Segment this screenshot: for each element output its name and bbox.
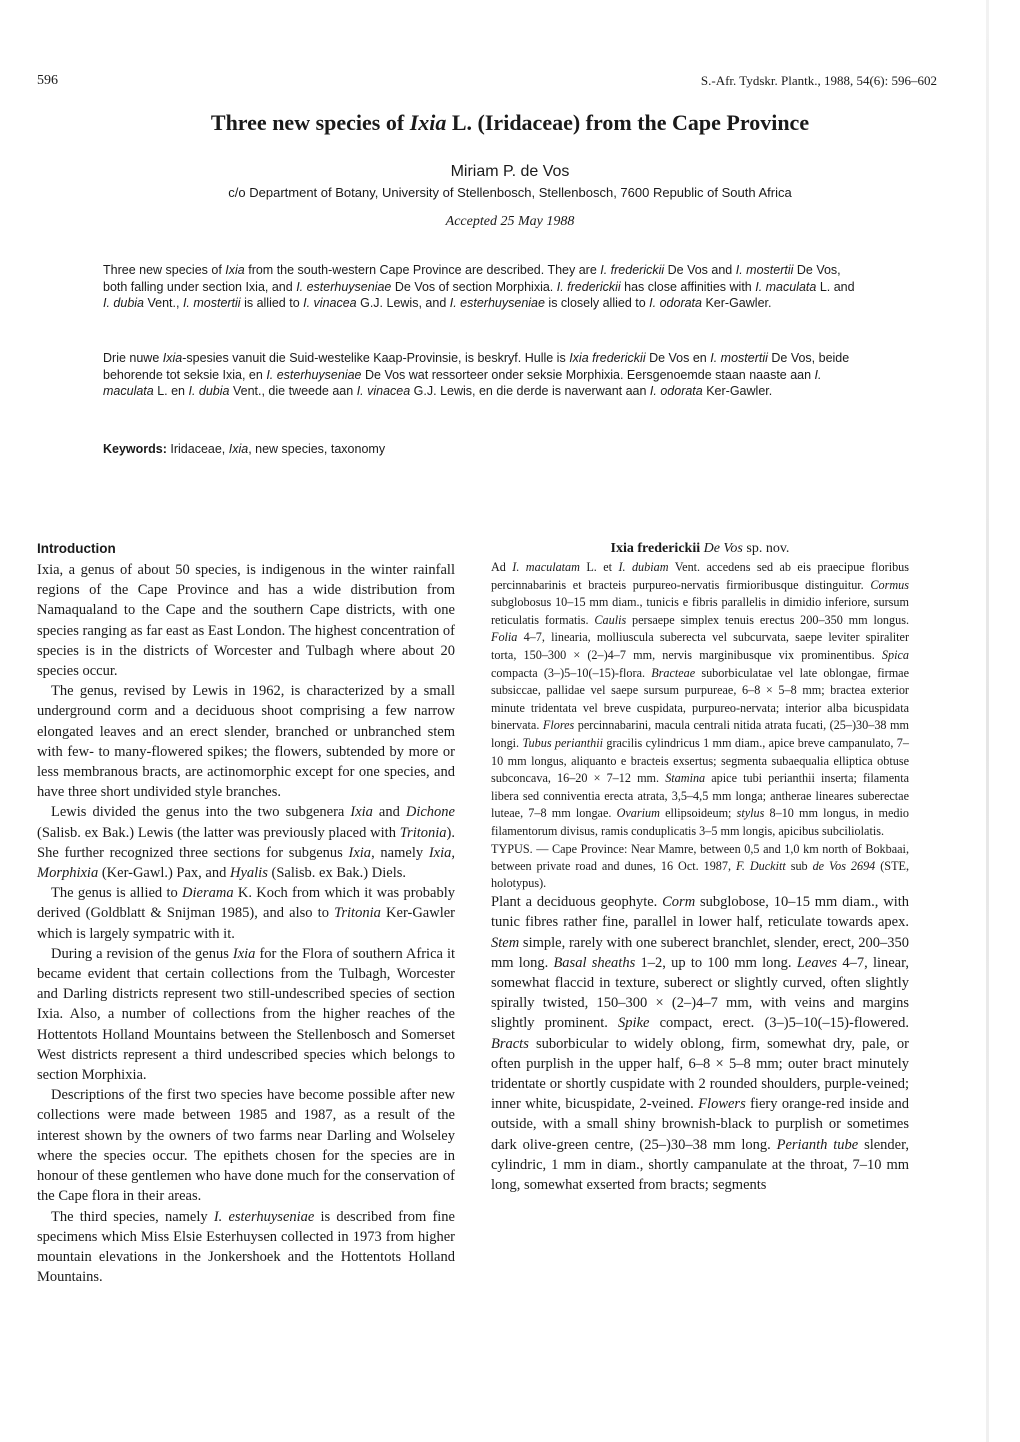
author-affiliation: c/o Department of Botany, University of Stellenbosch, Stellenbosch, 7600 Republic of South Africa bbox=[228, 185, 792, 200]
introduction-heading: Introduction bbox=[37, 541, 116, 556]
species-column bbox=[491, 540, 909, 1195]
intro-paragraph-1: Ixia, a genus of about 50 species, is indigenous in the winter rainfall regions of the Cape Province and has a wide distribution from Namaqualand to the Cape and the southern Cape districts, with one species ranging as far east as East London. The highest concentration of species is in the districts of Worcester and Tulbagh where about 20 species occur. bbox=[37, 562, 455, 680]
intro-paragraph-2: The genus, revised by Lewis in 1962, is characterized by a small underground corm and a deciduous shoot comprising a few narrow elongated leaves and an erect slender, branched or unbranched stem with few- to many-flowered spikes; the flowers, subtended by more or less membranous bracts, are actinomorphic except for one species, and have three short undivided style branches. bbox=[37, 683, 455, 801]
latin-diagnosis: Ad I. maculatam L. et I. dubiam Vent. accedens sed ab eis praecipue floribus percinnabarinis et bracteis purpureo-nervatis firmioribusque distinguitur. Cormus subglobosus 10–15 mm diam., tunicis e fibris parallelis in dimidio inferiore, sursum reticulatis formatis. Caulis persaepe simplex tenuis erectus 200–350 mm longus. Folia 4–7, linearia, molliuscula suberecta vel subcurvata, saepe leviter spiraliter torta, 150–300 × (2–)4–7 mm, nervis marginibusque vix prominentibus. Spica compacta (3–)5–10(–15)-flora. Bracteae suborbiculatae vel late oblongae, firmae subsiccae, pallidae vel saepe sursum purpureae, 6–8 × 5–8 mm; bractea exterior minute tridentata vel breve cuspidata, purpureo-nervata; interior alba bicuspidata binervata. Flores percinnabarini, macula centrali nitida atrata fucati, (25–)30–38 mm longi. Tubus perianthii gracilis cylindricus 1 mm diam., apice breve campanulato, 7–10 mm longus, aliquanto e bracteis exsertus; segmenta subaequalia elliptica obtuse subconcava, 16–20 × 7–12 mm. Stamina apice tubi perianthii inserta; filamenta libera sed conniventia erecta atrata, 3,5–4,5 mm longa; antherae lineares suberectae luteae, 7–8 mm longae. Ovarium ellipsoideum; stylus 8–10 mm longus, in medio filamentorum divisus, ramis conduplicatis 3–5 mm longis, apicibus subciliolatis. bbox=[491, 560, 910, 838]
page-number: 596 bbox=[37, 73, 58, 88]
abstract-english: Three new species of Ixia from the south-western Cape Province are described. They are I. frederickii De Vos and I. mostertii De Vos, both falling under section Ixia, and I. esterhuyseniae De Vos of section Morphixia. I. frederickii has close affinities with I. maculata L. and I. dubia Vent., I. mostertii is allied to I. vinacea G.J. Lewis, and I. esterhuyseniae is closely allied to I. odorata Ker-Gawler. bbox=[103, 263, 855, 310]
intro-paragraph-4: The genus is allied to Dierama K. Koch from which it was probably derived (Goldblatt & Snijman 1985), and also to Tritonia Ker-Gawler which is largely sympatric with it. bbox=[37, 885, 455, 942]
keywords: Keywords: Iridaceae, Ixia, new species, taxonomy bbox=[103, 442, 386, 456]
abstract-afrikaans: Drie nuwe Ixia-spesies vanuit die Suid-westelike Kaap-Provinsie, is beskryf. Hulle is Ixia frederickii De Vos en I. mostertii De Vos, beide behorende tot seksie Ixia, en I. esterhuyseniae De Vos wat ressorteer onder seksie Morphixia. Eersgenoemde staan naaste aan I. maculata L. en I. dubia Vent., die tweede aan I. vinacea G.J. Lewis, en die derde is naverwant aan I. odorata Ker-Gawler. bbox=[103, 351, 850, 398]
introduction-column bbox=[37, 540, 455, 1287]
author-name: Miriam P. de Vos bbox=[450, 163, 570, 180]
journal-reference: S.-Afr. Tydskr. Plantk., 1988, 54(6): 596–602 bbox=[700, 73, 937, 88]
english-description: Plant a deciduous geophyte. Corm subglobose, 10–15 mm diam., with tunic fibres rather fine, parallel in lower half, reticulate towards apex. Stem simple, rarely with one suberect branchlet, slender, erect, 200–350 mm long. Basal sheaths 1–2, up to 100 mm long. Leaves 4–7, linear, somewhat flaccid in texture, suberect or slightly curved, often slightly spirally twisted, 150–300 × (2–)4–7 mm, with veins and margins slightly prominent. Spike compact, erect. (3–)5–10(–15)-flowered. Bracts suborbicular to widely oblong, firm, somewhat dry, pale, or often purplish in the upper half, 6–8 × 5–8 mm; outer bract minutely tridentate or shortly cuspidate with 2 rounded shoulders, purple-veined; inner white, bicuspidate, 2-veined. Flowers fiery orange-red inside and outside, with a small shiny brownish-black to purplish or sometimes dark olive-green centre, (25–)30–38 mm long. Perianth tube slender, cylindric, 1 mm in diam., shortly campanulate at the throat, 7–10 mm long, somewhat exserted from bracts; segments bbox=[491, 894, 909, 1193]
accepted-date: Accepted 25 May 1988 bbox=[445, 214, 575, 229]
intro-paragraph-3: Lewis divided the genus into the two subgenera Ixia and Dichone (Salisb. ex Bak.) Lewis (the latter was previously placed with Tritonia). She further recognized three sections for subgenus Ixia, namely Ixia, Morphixia (Ker-Gawl.) Pax, and Hyalis (Salisb. ex Bak.) Diels. bbox=[37, 804, 456, 882]
species-heading: Ixia frederickii De Vos sp. nov. bbox=[610, 541, 790, 556]
intro-paragraph-6: Descriptions of the first two species have become possible after new collections were made between 1985 and 1987, as a result of the interest shown by the owners of two farms near Darling and Wolseley where the species occur. The epithets chosen for the species are in honour of these gentlemen who have done much for the conservation of the Cape flora in their areas. bbox=[37, 1087, 455, 1205]
article-title: Three new species of Ixia L. (Iridaceae) from the Cape Province bbox=[210, 110, 810, 135]
intro-paragraph-5: During a revision of the genus Ixia for the Flora of southern Africa it became evident that certain collections from the Tulbagh, Worcester and Darling districts represent two still-undescribed species of section Ixia. Also, a number of collections from the higher reaches of the Hottentots Holland Mountains between the Stellenbosch and Somerset West districts represent a third undescribed species which belongs to section Morphixia. bbox=[37, 945, 456, 1084]
typus-citation: TYPUS. — Cape Province: Near Mamre, between 0,5 and 1,0 km north of Bokbaai, between private road and dunes, 16 Oct. 1987, F. Duckitt sub de Vos 2694 (STE, holotypus). bbox=[491, 841, 909, 890]
intro-paragraph-7: The third species, namely I. esterhuyseniae is described from fine specimens which Miss Elsie Esterhuysen collected in 1973 from higher mountain elevations in the Jonkershoek and the Hottentots Holland Mountains. bbox=[37, 1208, 455, 1286]
